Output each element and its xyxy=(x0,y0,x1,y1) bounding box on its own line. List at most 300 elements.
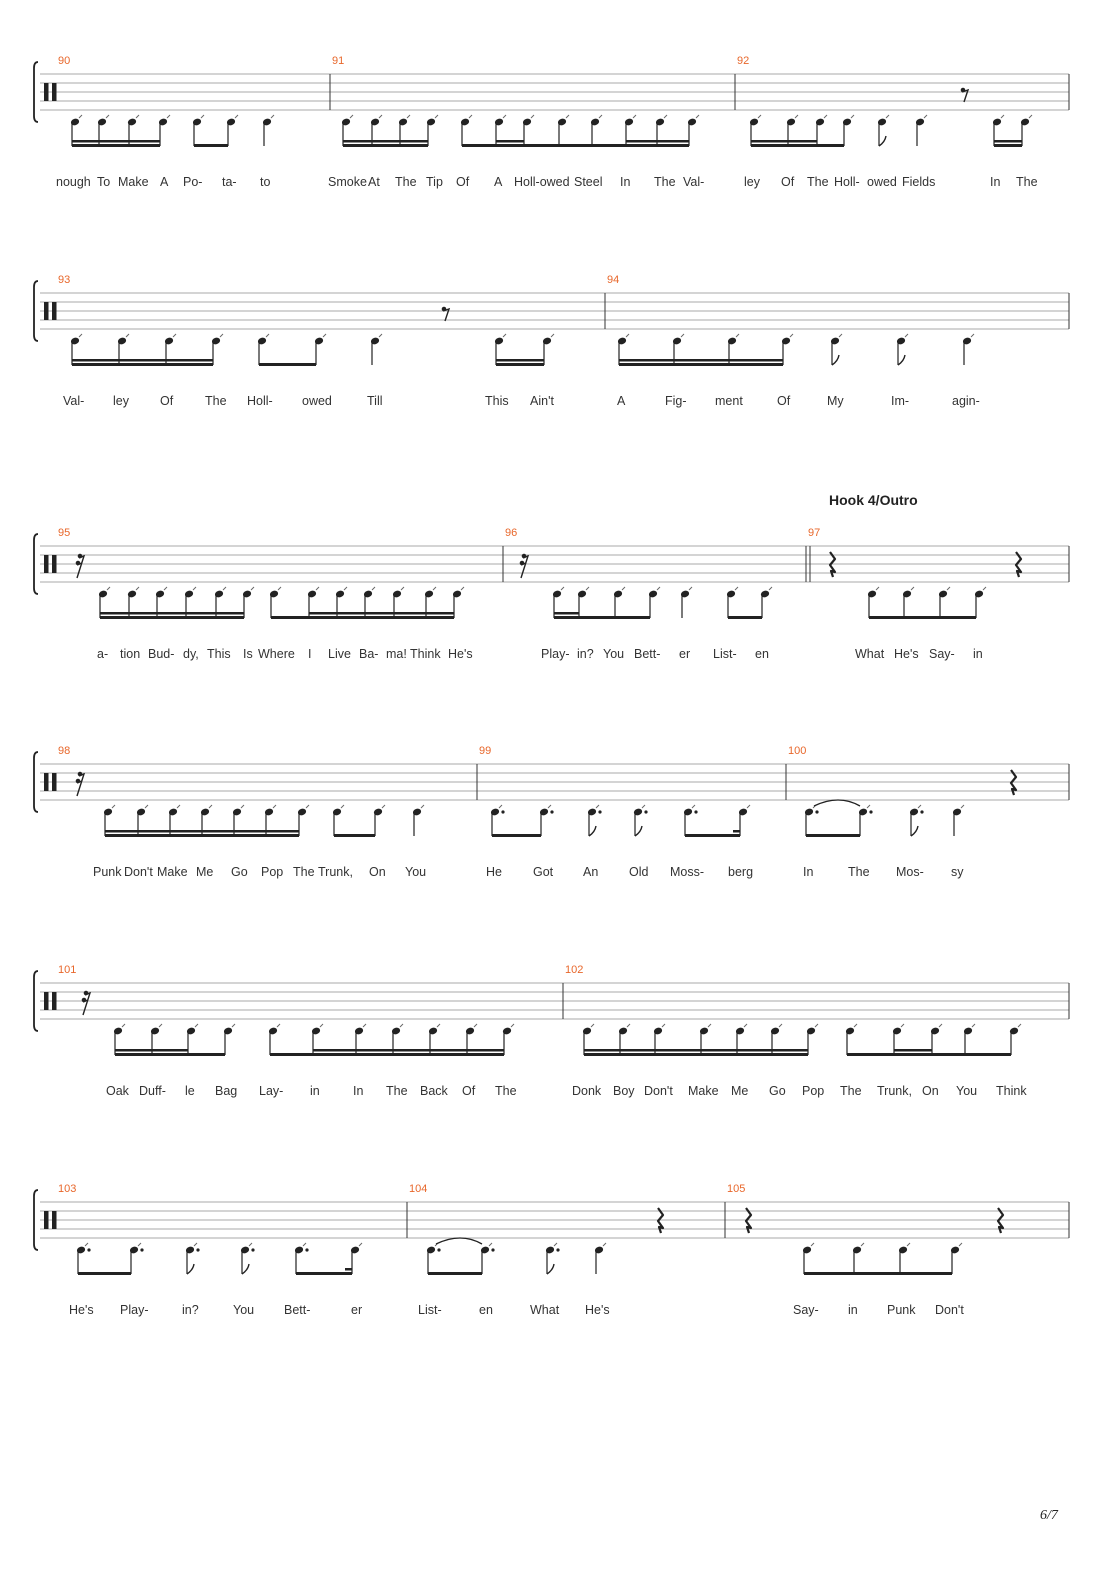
lyric-syllable: in? xyxy=(577,647,594,661)
measure xyxy=(58,745,426,879)
secondary-beam xyxy=(115,1049,152,1052)
secondary-beam xyxy=(430,1049,467,1052)
measure-number: 94 xyxy=(607,274,620,286)
note-accent xyxy=(145,805,148,808)
secondary-beam xyxy=(72,359,213,362)
note-flag xyxy=(635,826,642,836)
note-accent xyxy=(662,1024,665,1027)
secondary-beam xyxy=(751,140,788,143)
note-accent xyxy=(177,805,180,808)
beam xyxy=(847,1053,1011,1056)
lyric-syllable: Tip xyxy=(426,175,443,189)
note-accent xyxy=(303,1243,306,1246)
lyric-syllable: Of xyxy=(777,394,791,408)
percussion-clef-bar xyxy=(52,773,57,791)
lyric-syllable: Think xyxy=(996,1084,1027,1098)
lyric-syllable: What xyxy=(530,1303,560,1317)
lyric-syllable: Got xyxy=(533,865,554,879)
lyric-syllable: The xyxy=(840,1084,862,1098)
note-accent xyxy=(1001,115,1004,118)
partial-beam xyxy=(345,1268,352,1271)
lyric-syllable: The xyxy=(807,175,829,189)
lyric-syllable: At xyxy=(368,175,380,189)
lyric-syllable: sy xyxy=(951,865,964,879)
lyric-syllable: er xyxy=(351,1303,363,1317)
measure xyxy=(58,1183,362,1317)
note-accent xyxy=(839,334,842,337)
note-accent xyxy=(306,805,309,808)
measure-number: 101 xyxy=(58,964,77,976)
percussion-clef-bar xyxy=(44,773,49,791)
note-accent xyxy=(664,115,667,118)
note-accent xyxy=(696,115,699,118)
note-accent xyxy=(79,334,82,337)
note-accent xyxy=(599,115,602,118)
measure-number: 93 xyxy=(58,274,71,286)
percussion-clef-bar xyxy=(44,992,49,1010)
note-accent xyxy=(854,1024,857,1027)
note-accent xyxy=(824,115,827,118)
note-accent xyxy=(1029,115,1032,118)
lyric-syllable: The xyxy=(1016,175,1038,189)
secondary-beam xyxy=(496,359,544,362)
lyric-syllable: Play- xyxy=(541,647,570,661)
note-flag xyxy=(547,1264,554,1274)
system-bracket xyxy=(34,281,38,341)
measure-number: 99 xyxy=(479,745,492,757)
note-accent xyxy=(961,805,964,808)
beam xyxy=(428,1272,482,1275)
lyric-syllable: Think xyxy=(410,647,441,661)
lyric-syllable: Lay- xyxy=(259,1084,284,1098)
note-accent xyxy=(924,115,927,118)
lyric-syllable: He's xyxy=(585,1303,610,1317)
note-accent xyxy=(407,115,410,118)
note-accent xyxy=(811,1243,814,1246)
secondary-beam xyxy=(788,140,817,143)
lyric-syllable: owed xyxy=(302,394,332,408)
augmentation-dot xyxy=(196,1248,199,1251)
system-bracket xyxy=(34,752,38,812)
lyric-syllable: ma! xyxy=(386,647,407,661)
lyric-syllable: in xyxy=(973,647,983,661)
note-accent xyxy=(633,115,636,118)
note-accent xyxy=(622,587,625,590)
sixteenth-rest-stroke xyxy=(77,556,84,578)
augmentation-dot xyxy=(869,810,872,813)
note-accent xyxy=(164,587,167,590)
augmentation-dot xyxy=(305,1248,308,1251)
lyric-syllable: Smoke xyxy=(328,175,367,189)
lyric-syllable: A xyxy=(160,175,169,189)
lyric-syllable: Of xyxy=(781,175,795,189)
lyric-syllable: Val- xyxy=(683,175,705,189)
note-accent xyxy=(201,115,204,118)
note-accent xyxy=(223,587,226,590)
augmentation-dot xyxy=(644,810,647,813)
note-accent xyxy=(359,1243,362,1246)
note-accent xyxy=(235,115,238,118)
lyric-syllable: en xyxy=(755,647,769,661)
note-accent xyxy=(657,587,660,590)
page-number-wrap xyxy=(1040,1506,1058,1524)
lyric-syllable: The xyxy=(205,394,227,408)
note-accent xyxy=(363,1024,366,1027)
note-accent xyxy=(561,587,564,590)
beam xyxy=(259,363,316,366)
beam xyxy=(806,834,860,837)
note-flag xyxy=(879,136,886,146)
lyric-syllable: Moss- xyxy=(670,865,705,879)
beam xyxy=(100,616,244,619)
measure xyxy=(505,527,772,661)
lyric-syllable: In xyxy=(353,1084,364,1098)
augmentation-dot xyxy=(694,810,697,813)
percussion-clef-bar xyxy=(44,83,49,101)
note-accent xyxy=(983,587,986,590)
lyric-syllable: Punk xyxy=(93,865,122,879)
note-accent xyxy=(735,587,738,590)
lyric-syllable: Go xyxy=(769,1084,786,1098)
note-accent xyxy=(692,805,695,808)
note-accent xyxy=(138,1243,141,1246)
secondary-beam xyxy=(657,140,689,143)
note-accent xyxy=(136,587,139,590)
measure xyxy=(479,745,753,879)
note-accent xyxy=(323,334,326,337)
tie xyxy=(814,800,860,806)
note-accent xyxy=(474,1024,477,1027)
lyric-syllable: Where xyxy=(258,647,295,661)
note-accent xyxy=(277,1024,280,1027)
measure xyxy=(58,527,473,661)
note-accent xyxy=(266,334,269,337)
lyric-syllable: The xyxy=(495,1084,517,1098)
lyric-syllable: Steel xyxy=(574,175,603,189)
lyric-syllable: Fields xyxy=(902,175,936,189)
measure-number: 92 xyxy=(737,55,750,67)
note-accent xyxy=(901,1024,904,1027)
lyric-syllable: Say- xyxy=(793,1303,819,1317)
note-accent xyxy=(159,1024,162,1027)
measure-number: 96 xyxy=(505,527,518,539)
lyric-syllable: On xyxy=(922,1084,939,1098)
secondary-beam xyxy=(496,140,524,143)
beam xyxy=(72,363,213,366)
beam xyxy=(334,834,375,837)
secondary-beam xyxy=(72,140,160,143)
tie xyxy=(436,1238,482,1244)
note-accent xyxy=(566,115,569,118)
beam xyxy=(685,834,740,837)
lyric-syllable: Me xyxy=(731,1084,749,1098)
lyric-syllable: Back xyxy=(420,1084,448,1098)
augmentation-dot xyxy=(501,810,504,813)
note-accent xyxy=(112,805,115,808)
lyric-syllable: I xyxy=(308,647,312,661)
note-accent xyxy=(344,587,347,590)
note-accent xyxy=(947,587,950,590)
measure-number: 97 xyxy=(808,527,821,539)
lyric-syllable: Don't xyxy=(644,1084,673,1098)
system-bracket xyxy=(34,534,38,594)
note-accent xyxy=(173,334,176,337)
note-accent xyxy=(193,587,196,590)
note-accent xyxy=(122,1024,125,1027)
measure-number: 105 xyxy=(727,1183,746,1195)
secondary-beam xyxy=(426,612,454,615)
staff-system xyxy=(34,1183,1069,1317)
lyric-syllable: Of xyxy=(456,175,470,189)
secondary-beam xyxy=(313,1049,356,1052)
lyric-syllable: He's xyxy=(894,647,919,661)
lyric-syllable: to xyxy=(260,175,271,189)
secondary-beam xyxy=(343,140,428,143)
lyric-syllable: ment xyxy=(715,394,743,408)
lyric-syllable: This xyxy=(207,647,231,661)
staff-system xyxy=(34,964,1069,1098)
lyric-syllable: Till xyxy=(367,394,383,408)
note-accent xyxy=(79,115,82,118)
measure xyxy=(58,964,517,1098)
beam xyxy=(462,144,689,147)
secondary-beam xyxy=(337,612,365,615)
lyric-syllable: My xyxy=(827,394,844,408)
lyric-syllable: Make xyxy=(688,1084,719,1098)
secondary-beam xyxy=(894,1049,932,1052)
secondary-beam xyxy=(105,830,299,833)
lyric-syllable: Of xyxy=(462,1084,476,1098)
lyric-syllable: Don't xyxy=(935,1303,964,1317)
secondary-beam xyxy=(467,1049,504,1052)
measure xyxy=(58,274,554,408)
sixteenth-rest-stroke xyxy=(83,993,90,1015)
note-accent xyxy=(220,334,223,337)
note-accent xyxy=(815,1024,818,1027)
note-accent xyxy=(1018,1024,1021,1027)
lyric-syllable: Live xyxy=(328,647,351,661)
staff-system xyxy=(34,745,1069,879)
lyric-syllable: Go xyxy=(231,865,248,879)
measure-number: 104 xyxy=(409,1183,428,1195)
lyric-syllable: You xyxy=(405,865,427,879)
note-accent xyxy=(489,1243,492,1246)
note-accent xyxy=(379,334,382,337)
lyric-syllable: ley xyxy=(113,394,129,408)
lyric-syllable: en xyxy=(479,1303,493,1317)
note-flag xyxy=(898,355,905,365)
beam xyxy=(270,1053,504,1056)
lyric-syllable: Im- xyxy=(891,394,910,408)
measure xyxy=(565,964,1027,1098)
lyric-syllable: A xyxy=(617,394,626,408)
lyric-syllable: Bud- xyxy=(148,647,175,661)
note-accent xyxy=(382,805,385,808)
beam xyxy=(105,834,299,837)
note-accent xyxy=(435,115,438,118)
secondary-beam xyxy=(309,612,337,615)
note-accent xyxy=(586,587,589,590)
augmentation-dot xyxy=(437,1248,440,1251)
lyric-syllable: Say- xyxy=(929,647,955,661)
lyric-syllable: in? xyxy=(182,1303,199,1317)
measure xyxy=(727,1183,1003,1317)
note-accent xyxy=(85,1243,88,1246)
measure-number: 91 xyxy=(332,55,345,67)
note-accent xyxy=(320,1024,323,1027)
lyric-syllable: Old xyxy=(629,865,649,879)
staff-system xyxy=(34,492,1069,661)
lyric-syllable: Play- xyxy=(120,1303,149,1317)
note-accent xyxy=(511,1024,514,1027)
lyric-syllable: berg xyxy=(728,865,754,879)
lyric-syllable: Is xyxy=(243,647,253,661)
note-accent xyxy=(795,115,798,118)
note-accent xyxy=(642,805,645,808)
secondary-beam xyxy=(994,140,1022,143)
lyric-syllable: Oak xyxy=(106,1084,129,1098)
note-accent xyxy=(350,115,353,118)
note-accent xyxy=(437,1024,440,1027)
percussion-clef-bar xyxy=(44,1211,49,1229)
note-accent xyxy=(136,115,139,118)
note-accent xyxy=(769,587,772,590)
beam xyxy=(271,616,454,619)
note-accent xyxy=(107,587,110,590)
lyric-syllable: Mos- xyxy=(896,865,924,879)
beam xyxy=(194,144,228,147)
lyric-syllable: Me xyxy=(196,865,214,879)
beam xyxy=(728,616,762,619)
note-accent xyxy=(689,587,692,590)
note-accent xyxy=(433,587,436,590)
note-accent xyxy=(209,805,212,808)
lyric-syllable: The xyxy=(293,865,315,879)
measure-number: 95 xyxy=(58,527,71,539)
measure xyxy=(788,745,1016,879)
lyric-syllable: Holl-owed xyxy=(514,175,570,189)
secondary-beam xyxy=(356,1049,393,1052)
note-accent xyxy=(278,587,281,590)
page-number: 6/7 xyxy=(1040,1508,1058,1523)
measure-number: 98 xyxy=(58,745,71,757)
system-bracket xyxy=(34,1190,38,1250)
lyric-syllable: a- xyxy=(97,647,109,661)
lyric-syllable: Pop xyxy=(802,1084,825,1098)
lyric-syllable: Duff- xyxy=(139,1084,166,1098)
lyric-syllable: Holl- xyxy=(247,394,273,408)
beam xyxy=(496,363,544,366)
note-accent xyxy=(271,115,274,118)
beam xyxy=(115,1053,225,1056)
lyric-syllable: To xyxy=(97,175,111,189)
lyric-syllable: This xyxy=(485,394,509,408)
note-accent xyxy=(126,334,129,337)
note-accent xyxy=(907,1243,910,1246)
lyric-syllable: Fig- xyxy=(665,394,687,408)
note-accent xyxy=(626,334,629,337)
beam xyxy=(78,1272,131,1275)
note-accent xyxy=(790,334,793,337)
note-accent xyxy=(461,587,464,590)
lyric-syllable: Ain't xyxy=(530,394,554,408)
lyric-syllable: Pop xyxy=(261,865,284,879)
note-accent xyxy=(503,115,506,118)
lyric-syllable: Boy xyxy=(613,1084,635,1098)
note-accent xyxy=(591,1024,594,1027)
note-accent xyxy=(195,1024,198,1027)
lyric-syllable: A xyxy=(494,175,503,189)
measure xyxy=(607,274,980,408)
staff-system xyxy=(34,274,1069,408)
measure xyxy=(808,527,1021,661)
note-accent xyxy=(400,1024,403,1027)
note-flag xyxy=(242,1264,249,1274)
note-accent xyxy=(167,115,170,118)
lyric-syllable: Don't xyxy=(124,865,153,879)
note-accent xyxy=(379,115,382,118)
note-accent xyxy=(232,1024,235,1027)
note-accent xyxy=(861,1243,864,1246)
note-accent xyxy=(503,334,506,337)
note-accent xyxy=(241,805,244,808)
note-accent xyxy=(708,1024,711,1027)
sixteenth-rest-stroke xyxy=(521,556,528,578)
lyric-syllable: The xyxy=(848,865,870,879)
staff-system xyxy=(34,55,1069,189)
lyric-syllable: Punk xyxy=(887,1303,916,1317)
augmentation-dot xyxy=(140,1248,143,1251)
lyric-syllable: in xyxy=(848,1303,858,1317)
lyric-syllable: Make xyxy=(157,865,188,879)
percussion-clef-bar xyxy=(52,302,57,320)
augmentation-dot xyxy=(251,1248,254,1251)
note-accent xyxy=(971,334,974,337)
augmentation-dot xyxy=(491,1248,494,1251)
lyric-syllable: In xyxy=(990,175,1001,189)
beam xyxy=(751,144,844,147)
lyric-syllable: ta- xyxy=(222,175,237,189)
lyric-syllable: Bett- xyxy=(284,1303,311,1317)
lyric-syllable: nough xyxy=(56,175,91,189)
secondary-beam xyxy=(584,1049,808,1052)
lyric-syllable: An xyxy=(583,865,599,879)
lyric-syllable: He xyxy=(486,865,502,879)
lyric-syllable: er xyxy=(679,647,691,661)
note-accent xyxy=(939,1024,942,1027)
beam xyxy=(584,1053,808,1056)
beam xyxy=(994,144,1022,147)
augmentation-dot xyxy=(550,810,553,813)
note-accent xyxy=(779,1024,782,1027)
note-accent xyxy=(251,587,254,590)
note-accent xyxy=(548,805,551,808)
lyric-syllable: The xyxy=(386,1084,408,1098)
note-accent xyxy=(758,115,761,118)
beam xyxy=(619,363,783,366)
note-accent xyxy=(876,587,879,590)
percussion-clef-bar xyxy=(52,555,57,573)
lyric-syllable: tion xyxy=(120,647,141,661)
lyric-syllable: You xyxy=(956,1084,978,1098)
note-accent xyxy=(886,115,889,118)
section-label: Hook 4/Outro xyxy=(829,492,918,508)
note-accent xyxy=(747,805,750,808)
beam xyxy=(492,834,541,837)
note-accent xyxy=(603,1243,606,1246)
beam xyxy=(296,1272,352,1275)
note-accent xyxy=(499,805,502,808)
